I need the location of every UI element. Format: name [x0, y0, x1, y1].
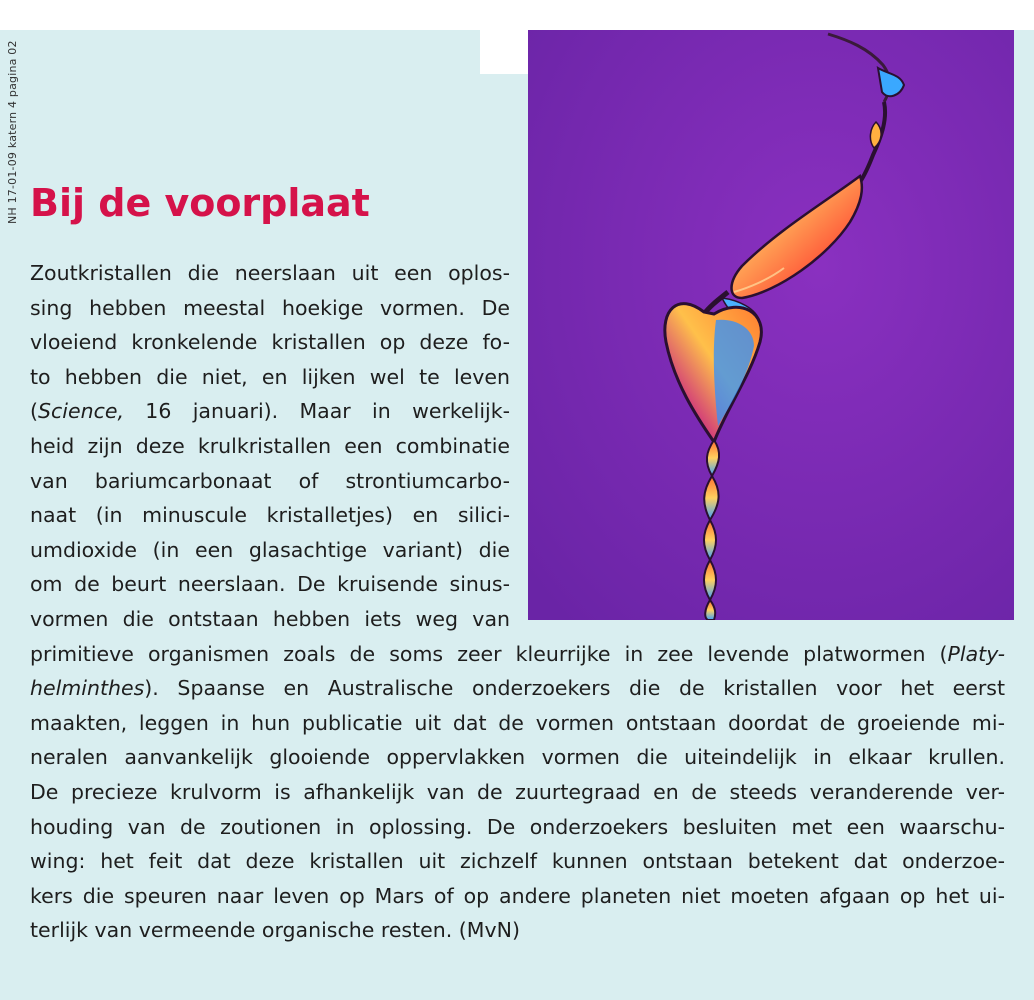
- article-line-rest: 16 januari). Maar in werkelijk-: [123, 399, 510, 424]
- page-title: Bij de voorplaat: [30, 181, 370, 225]
- source-science: Science,: [38, 399, 124, 424]
- article-line: om de beurt neerslaan. De kruisende sinus-: [30, 572, 510, 597]
- page-marker: NH 17-01-09 katern 4 pagina 02: [6, 40, 19, 224]
- article-line: [30, 671, 1005, 706]
- article-line: vormen die ontstaan hebben iets weg van: [30, 606, 510, 631]
- article-line: [30, 637, 1005, 672]
- article-line: De precieze krulvorm is afhankelijk van de zuurtegraad en de steeds veranderende ver-: [30, 779, 1005, 804]
- corner-notch: [480, 30, 528, 74]
- article-line: kers die speuren naar leven op Mars of op andere planeten niet moeten afgaan op het ui-: [30, 883, 1005, 908]
- article-line-text: primitieve organismen zoals de soms zeer kleurrijke in zee levende platwormen (: [30, 641, 948, 666]
- paren-open: (: [30, 399, 38, 424]
- article-line: terlijk van vermeende organische resten. (MvN): [30, 918, 520, 943]
- article-line: maakten, leggen in hun publicatie uit dat de vormen ontstaan doordat de groeiende mi-: [30, 710, 1005, 735]
- article-line: van bariumcarbonaat of strontiumcarbo-: [30, 468, 510, 493]
- article-line: naat (in minuscule kristalletjes) en silici-: [30, 503, 510, 528]
- article-line: vloeiend kronkelende kristallen op deze fo-: [30, 330, 510, 355]
- article-line: wing: het feit dat deze kristallen uit zichzelf kunnen ontstaan betekent dat onderzoe-: [30, 849, 1005, 874]
- article-line: umdioxide (in een glasachtige variant) die: [30, 537, 510, 562]
- article-line: houding van de zoutionen in oplossing. De onderzoekers besluiten met een waarschu-: [30, 814, 1005, 839]
- article-line: [30, 394, 510, 429]
- species-name: Platy-: [947, 641, 1005, 666]
- article-line: to hebben die niet, en lijken wel te leven: [30, 364, 510, 389]
- article-body: [30, 256, 1005, 948]
- article-line: heid zijn deze krulkristallen een combinatie: [30, 433, 510, 458]
- article-line: neralen aanvankelijk glooiende oppervlakken vormen die uiteindelijk in elkaar krullen.: [30, 745, 1005, 770]
- article-line: sing hebben meestal hoekige vormen. De: [30, 295, 510, 320]
- article-line: Zoutkristallen die neerslaan uit een oplos-: [30, 261, 510, 285]
- species-name-cont: helminthes: [30, 676, 145, 701]
- article-line-rest: ). Spaanse en Australische onderzoekers die de kristallen voor het eerst: [144, 676, 1005, 701]
